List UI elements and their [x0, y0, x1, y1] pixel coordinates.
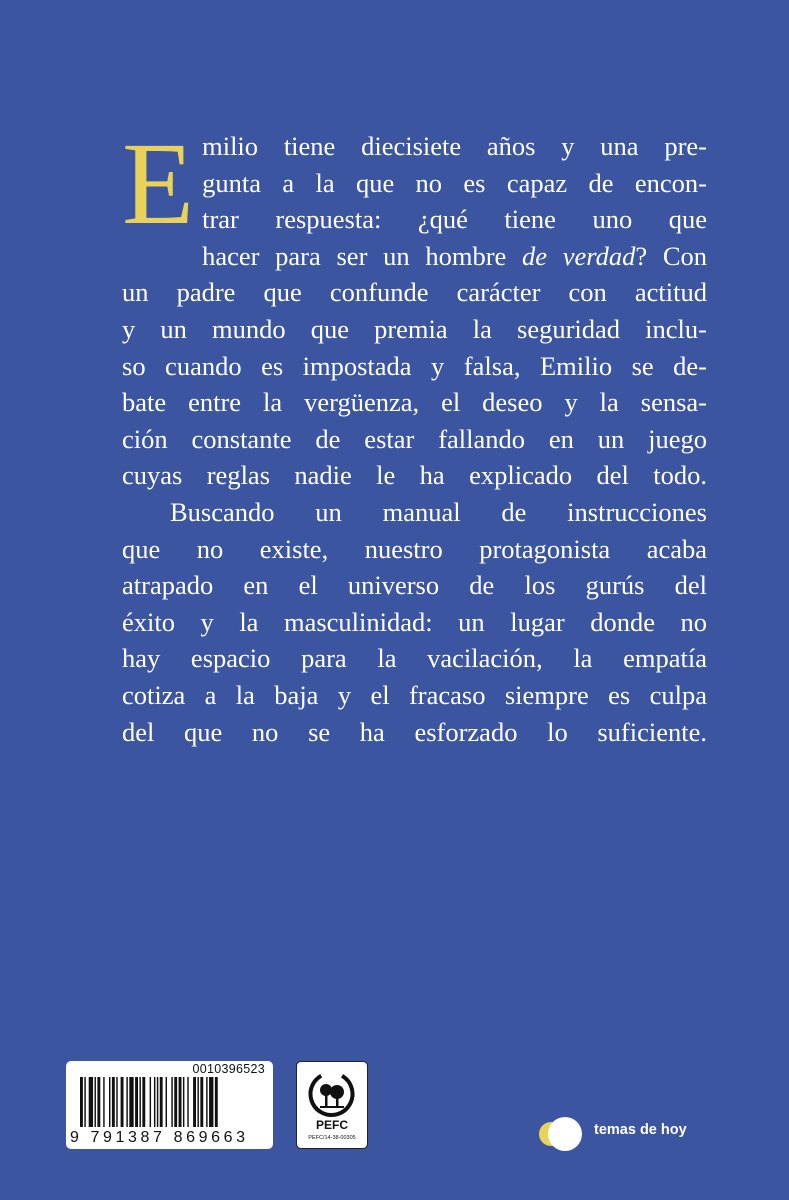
blurb-paragraph-2	[122, 494, 707, 750]
blurb-line: so cuando es impostada y falsa, Emilio se de-	[122, 350, 707, 381]
barcode-digits: 9 791387 869663	[70, 1129, 249, 1146]
back-cover-blurb	[122, 118, 707, 750]
blurb-line: gunta a la que no es capaz de encon-	[202, 167, 707, 198]
blurb-line: bate entre la vergüenza, el deseo y la sensa-	[122, 387, 707, 418]
blurb-paragraph-1	[122, 118, 707, 494]
blurb-line: cotiza a la baja y el fracaso siempre es culpa	[122, 679, 707, 710]
blurb-text: ? Con	[635, 240, 707, 271]
blurb-line: un padre que confunde carácter con actitud	[122, 277, 707, 308]
blurb-line: Buscando un manual de instrucciones	[170, 496, 707, 527]
pefc-tree-icon	[306, 1070, 357, 1118]
blurb-line: y un mundo que premia la seguridad inclu-	[122, 313, 707, 344]
publisher-logo-icon	[537, 1116, 587, 1152]
blurb-line: que no existe, nuestro protagonista acaba	[122, 533, 707, 564]
blurb-line: éxito y la masculinidad: un lugar donde no	[122, 606, 707, 637]
barcode-top-code: 0010396523	[192, 1062, 265, 1076]
pefc-code: PEFC/14-38-00305	[308, 1135, 356, 1141]
blurb-line	[122, 238, 707, 275]
blurb-line: atrapado en el universo de los gurús del	[122, 570, 707, 601]
isbn-barcode	[66, 1061, 273, 1149]
blurb-line: hay espacio para la vacilación, la empatía	[122, 643, 707, 674]
drop-cap-letter: E	[122, 118, 195, 249]
barcode-bars-icon	[80, 1077, 264, 1127]
blurb-line: milio tiene diecisiete años y una pre-	[202, 131, 707, 161]
blurb-line: del que no se ha esforzado lo suficiente.	[122, 716, 707, 747]
pefc-certification	[296, 1061, 368, 1149]
pefc-name: PEFC	[315, 1118, 348, 1132]
blurb-line: cuyas reglas nadie le ha explicado del todo.	[122, 460, 707, 491]
publisher-name: temas de hoy	[594, 1122, 687, 1138]
italic-emphasis: de verdad	[522, 240, 636, 271]
blurb-text: hacer para ser un hombre	[202, 240, 522, 271]
blurb-line: ción constante de estar fallando en un juego	[122, 423, 707, 454]
blurb-line: trar respuesta: ¿qué tiene uno que	[202, 204, 707, 235]
